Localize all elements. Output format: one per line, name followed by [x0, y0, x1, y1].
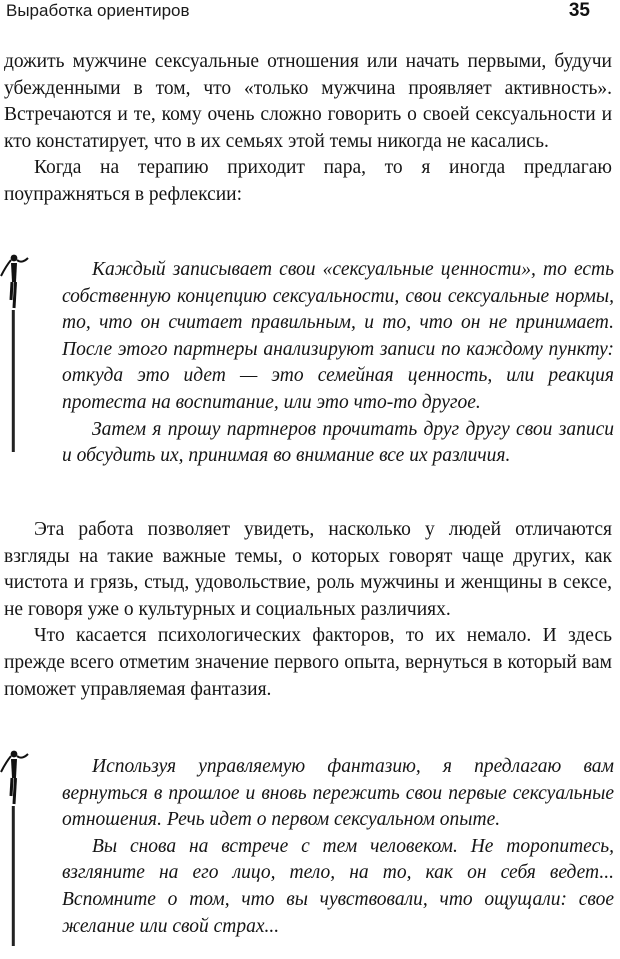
exercise-paragraph: Используя управляемую фантазию, я предлагаю вам вернуться в прошлое и вновь пережить свои первые сексуальные отношения. Речь идет о первом сексуальном опыте. — [62, 756, 614, 831]
running-head: Выработка ориентиров — [6, 1, 190, 20]
page-number: 35 — [568, 0, 590, 21]
intro-text — [4, 49, 612, 209]
tightrope-walker-icon — [0, 252, 30, 452]
tightrope-walker-icon — [0, 748, 30, 948]
paragraph-first-experience: Что касается психологических факторов, то их немало. И здесь прежде всего отметим значение первого опыта, вернуться в который вам поможет управляемая фантазия. — [4, 625, 612, 700]
exercise-block-1 — [62, 257, 614, 470]
paragraph-differences: Эта работа позволяет увидеть, насколько у людей отличаются взгляды на такие важные темы, о которых говорят чаще других, как чистота и грязь, стыд, удовольствие, роль мужчины и женщины в сексе, не говоря уже о культурных и социальных различиях. — [4, 519, 612, 620]
paragraph-couple-exercise: Когда на терапию приходит пара, то я иногда предлагаю поупражняться в рефлексии: — [4, 157, 612, 205]
exercise-block-2 — [62, 754, 614, 940]
exercise-paragraph: Каждый записывает свои «сексуальные ценности», то есть собственную концепцию сексуальности, свои сексуальные нормы, то, что он считает правильным, и то, что он не принимает. После этого партнеры анализируют записи по каждому пункту: откуда это идет — это семейная ценность, или реакция протеста на воспитание, или это что-то другое. — [62, 259, 614, 413]
exercise-paragraph: Вы снова на встрече с тем человеком. Не торопитесь, взгляните на его лицо, тело, на то, как он себя ведет... Вспомните о том, что вы чувствовали, что ощущали: свое желание или свой страх... — [62, 835, 614, 937]
main-text — [4, 517, 612, 703]
paragraph-continued: дожить мужчине сексуальные отношения или начать первыми, будучи убежденными в том, что «только мужчина проявляет активность». Встречаются и те, кому очень сложно говорить о своей сексуальности и кто констатирует, что в их семьях этой темы никогда не касались. — [4, 51, 612, 152]
exercise-paragraph: Затем я прошу партнеров прочитать друг другу свои записи и обсудить их, принимая во внимание все их различия. — [62, 418, 614, 467]
